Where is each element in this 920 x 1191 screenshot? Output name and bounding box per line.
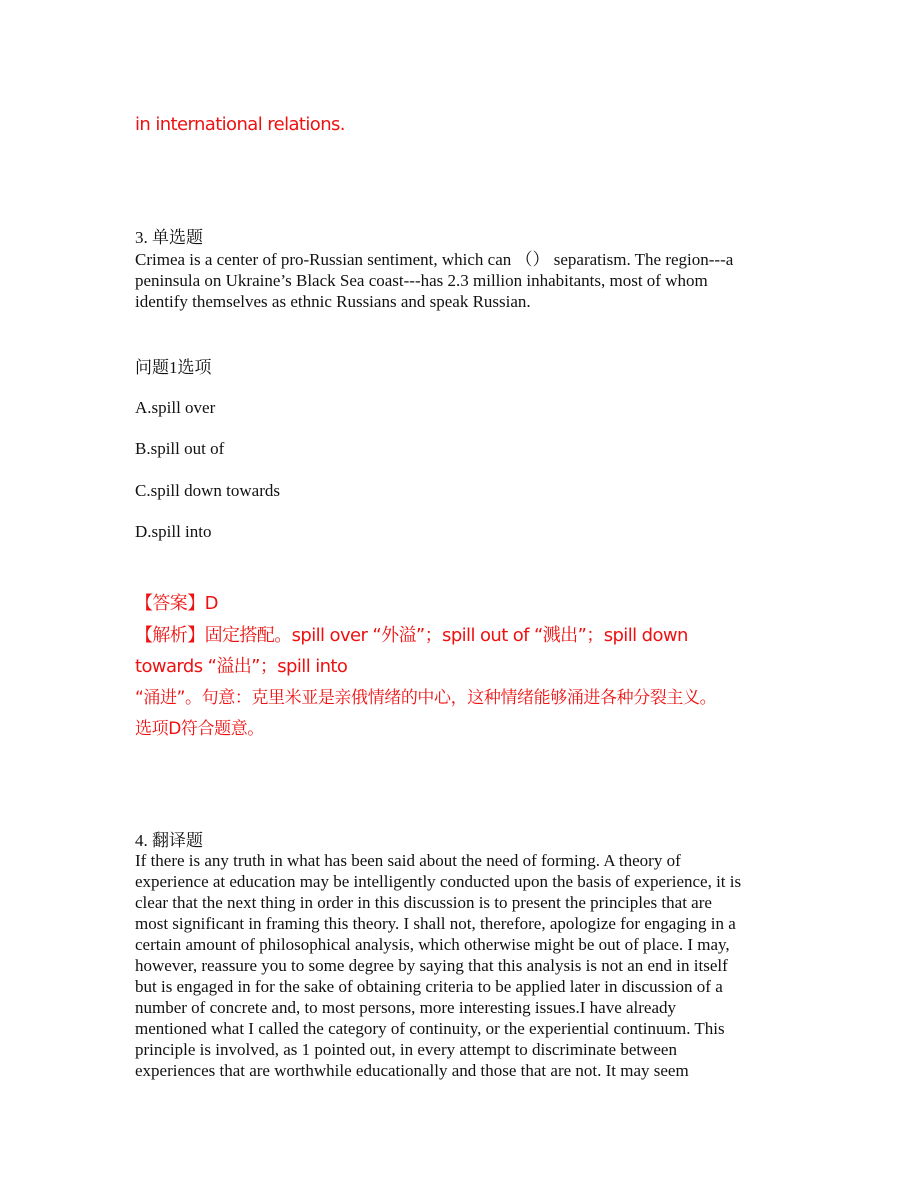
passage-line: but is engaged in for the sake of obtaining criteria to be applied later in discussion of a: [135, 977, 723, 996]
passage-line: most significant in framing this theory. I shall not, therefore, apologize for engaging in a: [135, 914, 736, 933]
passage-line: experience at education may be intelligently conducted upon the basis of experience, it is: [135, 872, 742, 891]
question-4-passage: [135, 850, 795, 1081]
option-c: C.spill down towards: [135, 481, 280, 500]
analysis-line: “涌进”。句意：克里米亚是亲俄情绪的中心，这种情绪能够涌进各种分裂主义。: [135, 688, 717, 708]
passage-line: number of concrete and, to most persons, more interesting issues.I have already: [135, 998, 677, 1017]
option-b: B.spill out of: [135, 439, 225, 458]
passage-line: principle is involved, as 1 pointed out, in every attempt to discriminate between: [135, 1040, 677, 1059]
passage-line: If there is any truth in what has been said about the need of forming. A theory of: [135, 851, 681, 870]
option-d: D.spill into: [135, 522, 212, 541]
sub-question-label: 问题1选项: [135, 358, 212, 377]
passage-line: mentioned what I called the category of continuity, or the experiential continuum. This: [135, 1019, 725, 1038]
question-4-heading: 4. 翻译题: [135, 831, 203, 850]
stem-line: peninsula on Ukraine’s Black Sea coast---has 2.3 million inhabitants, most of whom: [135, 271, 708, 290]
analysis-line: 【解析】固定搭配。spill over “外溢”；spill out of “溅出”；spill down: [135, 625, 688, 646]
stem-line: identify themselves as ethnic Russians and speak Russian.: [135, 292, 531, 311]
answer-line: 【答案】D: [135, 593, 218, 614]
passage-line: certain amount of philosophical analysis, which otherwise might be out of place. I may,: [135, 935, 730, 954]
question-3-heading: 3. 单选题: [135, 228, 203, 247]
stem-line: Crimea is a center of pro-Russian sentiment, which can （） separatism. The region---a: [135, 250, 734, 269]
question-3-stem: [135, 249, 795, 312]
analysis-line: 选项D符合题意。: [135, 719, 264, 739]
previous-answer-tail: in international relations.: [135, 114, 345, 135]
passage-line: experiences that are worthwhile educationally and those that are not. It may seem: [135, 1061, 689, 1080]
passage-line: clear that the next thing in order in this discussion is to present the principles that are: [135, 893, 712, 912]
option-a: A.spill over: [135, 398, 216, 417]
passage-line: however, reassure you to some degree by saying that this analysis is not an end in itself: [135, 956, 728, 975]
analysis-line: towards “溢出”；spill into: [135, 656, 348, 677]
